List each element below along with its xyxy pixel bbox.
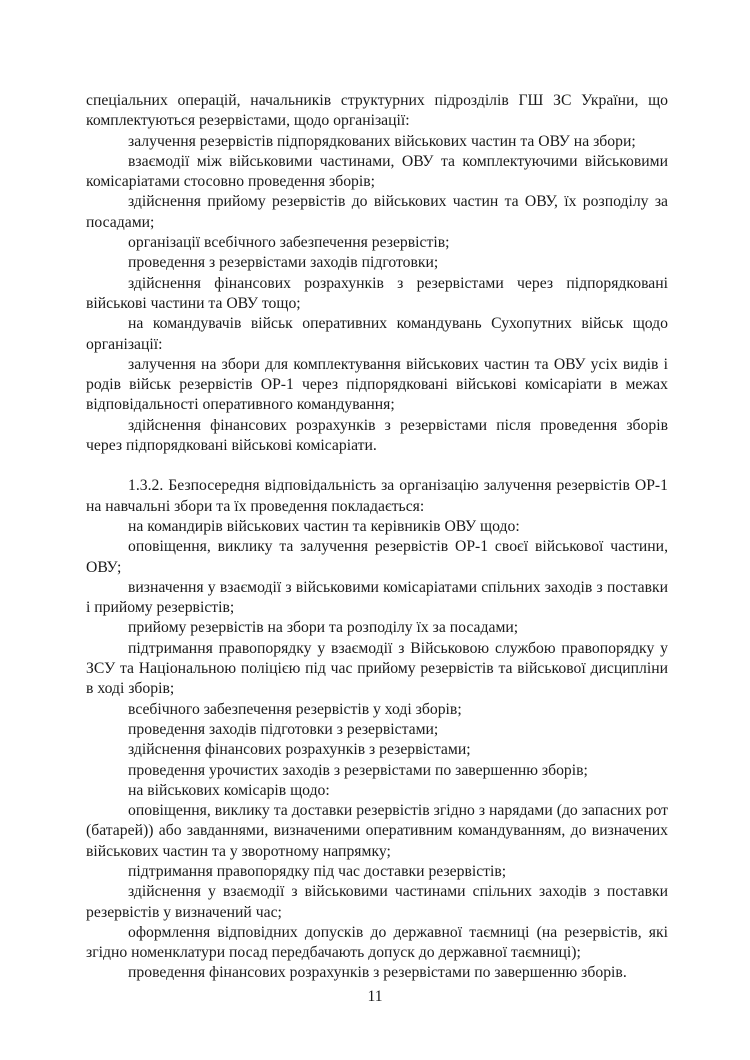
paragraph: взаємодії між військовими частинами, ОВУ та комплектуючими військовими комісаріатами стосовно проведення зборів;: [86, 152, 668, 191]
paragraph: проведення урочистих заходів з резервістами по завершенню зборів;: [128, 761, 588, 779]
paragraph: організації всебічного забезпечення резервістів;: [128, 234, 450, 252]
paragraph: залучення на збори для комплектування військових частин та ОВУ усіх видів і родів військ резервістів ОР-1 через підпорядковані військові комісаріати в межах відповідальності оперативного командування;: [86, 355, 668, 414]
body-text: [86, 91, 668, 984]
paragraph: оповіщення, виклику та залучення резервістів ОР-1 своєї військової частини, ОВУ;: [86, 538, 668, 576]
section-gap: [86, 456, 668, 476]
paragraph: спеціальних операцій, начальників структурних підрозділів ГШ ЗС України, що комплектуються резервістами, щодо організації:: [86, 92, 668, 130]
paragraph: оформлення відповідних допусків до державної таємниці (на резервістів, які згідно номенклатури посад передбачають допуск до державної таємниці);: [86, 923, 668, 962]
paragraph: проведення з резервістами заходів підготовки;: [128, 254, 439, 272]
paragraph: проведення фінансових розрахунків з резервістами по завершенню зборів.: [128, 964, 627, 982]
paragraph: всебічного забезпечення резервістів у ході зборів;: [128, 700, 462, 718]
paragraph: визначення у взаємодії з військовими комісаріатами спільних заходів з поставки і прийому резервістів;: [86, 578, 668, 617]
paragraph: залучення резервістів підпорядкованих військових частин та ОВУ на збори;: [128, 132, 636, 150]
paragraph: прийому резервістів на збори та розподілу їх за посадами;: [128, 619, 519, 637]
section-heading-paragraph: 1.3.2. Безпосередня відповідальність за організацію залучення резервістів ОР-1 на навчальні збори та їх проведення покладається:: [86, 477, 668, 515]
paragraph: здійснення прийому резервістів до військових частин та ОВУ, їх розподілу за посадами;: [86, 193, 668, 231]
paragraph: оповіщення, виклику та доставки резервістів згідно з нарядами (до запасних рот (батарей)) або завданнями, визначеними оперативним командуванням, до визначених військових частин та у зворотному напрямку;: [86, 802, 668, 860]
paragraph: підтримання правопорядку під час доставки резервістів;: [128, 862, 507, 880]
paragraph: на командирів військових частин та керівників ОВУ щодо:: [128, 517, 520, 535]
paragraph: на командувачів військ оперативних командувань Сухопутних військ щодо організації:: [86, 315, 668, 353]
paragraph: здійснення фінансових розрахунків з резервістами після проведення зборів через підпорядковані військові комісаріати.: [86, 416, 668, 455]
paragraph: здійснення у взаємодії з військовими частинами спільних заходів з поставки резервістів у визначений час;: [86, 883, 668, 921]
paragraph: підтримання правопорядку у взаємодії з Військовою службою правопорядку у ЗСУ та Національною поліцією під час прийому резервістів та військової дисципліни в ході зборів;: [86, 639, 668, 698]
paragraph: здійснення фінансових розрахунків з резервістами через підпорядковані військові частини та ОВУ тощо;: [86, 274, 668, 312]
paragraph: проведення заходів підготовки з резервістами;: [128, 720, 439, 738]
paragraph: здійснення фінансових розрахунків з резервістами;: [128, 741, 471, 759]
paragraph: на військових комісарів щодо:: [128, 781, 330, 799]
page-number: 11: [367, 988, 383, 1005]
